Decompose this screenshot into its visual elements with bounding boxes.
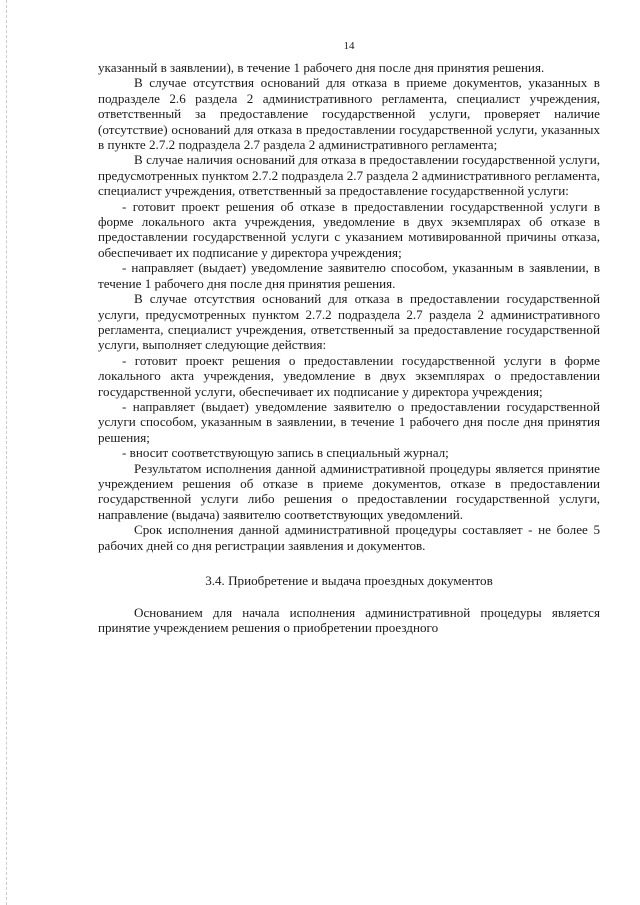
paragraph-7: - готовит проект решения о предоставлении государственной услуги в форме локального акта учреждения, уведомление в двух экземплярах о предоставлении государственной услуги, обеспечивает их подписание у директора учреждения; bbox=[98, 352, 600, 399]
section-paragraph: Основанием для начала исполнения административной процедуры является принятие учреждением решения о приобретении проездного bbox=[98, 605, 600, 636]
paragraph-9: - вносит соответствующую запись в специальный журнал; bbox=[122, 445, 449, 461]
paragraph-2: В случае отсутствия оснований для отказа в приеме документов, указанных в подразделе 2.6 раздела 2 административного регламента, специалист учреждения, ответственный за предоставление государственной услуги, проверяет наличие (отсутствие) оснований для отказа в предоставлении государственной услуги, указанных в пункте 2.7.2 подраздела 2.7 раздела 2 административного регламента; bbox=[98, 75, 600, 153]
paragraph-1: указанный в заявлении), в течение 1 рабочего дня после дня принятия решения. bbox=[98, 60, 545, 75]
page-number: 14 bbox=[343, 40, 355, 52]
paragraph-4: - готовит проект решения об отказе в предоставлении государственной услуги в форме локального акта учреждения, уведомление в двух экземплярах об отказе в предоставлении государственной услуги с указанием мотивированной причины отказа, обеспечивает их подписание у директора учреждения; bbox=[98, 198, 600, 260]
paragraph-5: - направляет (выдает) уведомление заявителю способом, указанным в заявлении, в течение 1 рабочего дня после дня принятия решения. bbox=[98, 260, 600, 291]
page-content bbox=[98, 60, 600, 636]
paragraph-10: Результатом исполнения данной административной процедуры является принятие учреждением решения об отказе в приеме документов, отказе в предоставлении государственной услуги либо решения о предоставлении государственной услуги, направление (выдача) заявителю соответствующих уведомлений. bbox=[98, 460, 600, 522]
paragraph-6: В случае отсутствия оснований для отказа в предоставлении государственной услуги, предусмотренных пунктом 2.7.2 подраздела 2.7 раздела 2 административного регламента, специалист учреждения, ответственный за предоставление государственной услуги, выполняет следующие действия: bbox=[98, 291, 600, 353]
paragraph-8: - направляет (выдает) уведомление заявителю о предоставлении государственной услуги способом, указанным в заявлении, в течение 1 рабочего дня после дня принятия решения; bbox=[98, 398, 600, 445]
scan-edge bbox=[0, 0, 7, 905]
paragraph-3: В случае наличия оснований для отказа в предоставлении государственной услуги, предусмотренных пунктом 2.7.2 подраздела 2.7 раздела 2 административного регламента, специалист учреждения, ответственный за предоставление государственной услуги: bbox=[98, 152, 600, 199]
paragraph-11: Срок исполнения данной административной процедуры составляет - не более 5 рабочих дней со дня регистрации заявления и документов. bbox=[98, 522, 600, 553]
section-heading: 3.4. Приобретение и выдача проездных документов bbox=[205, 573, 493, 588]
